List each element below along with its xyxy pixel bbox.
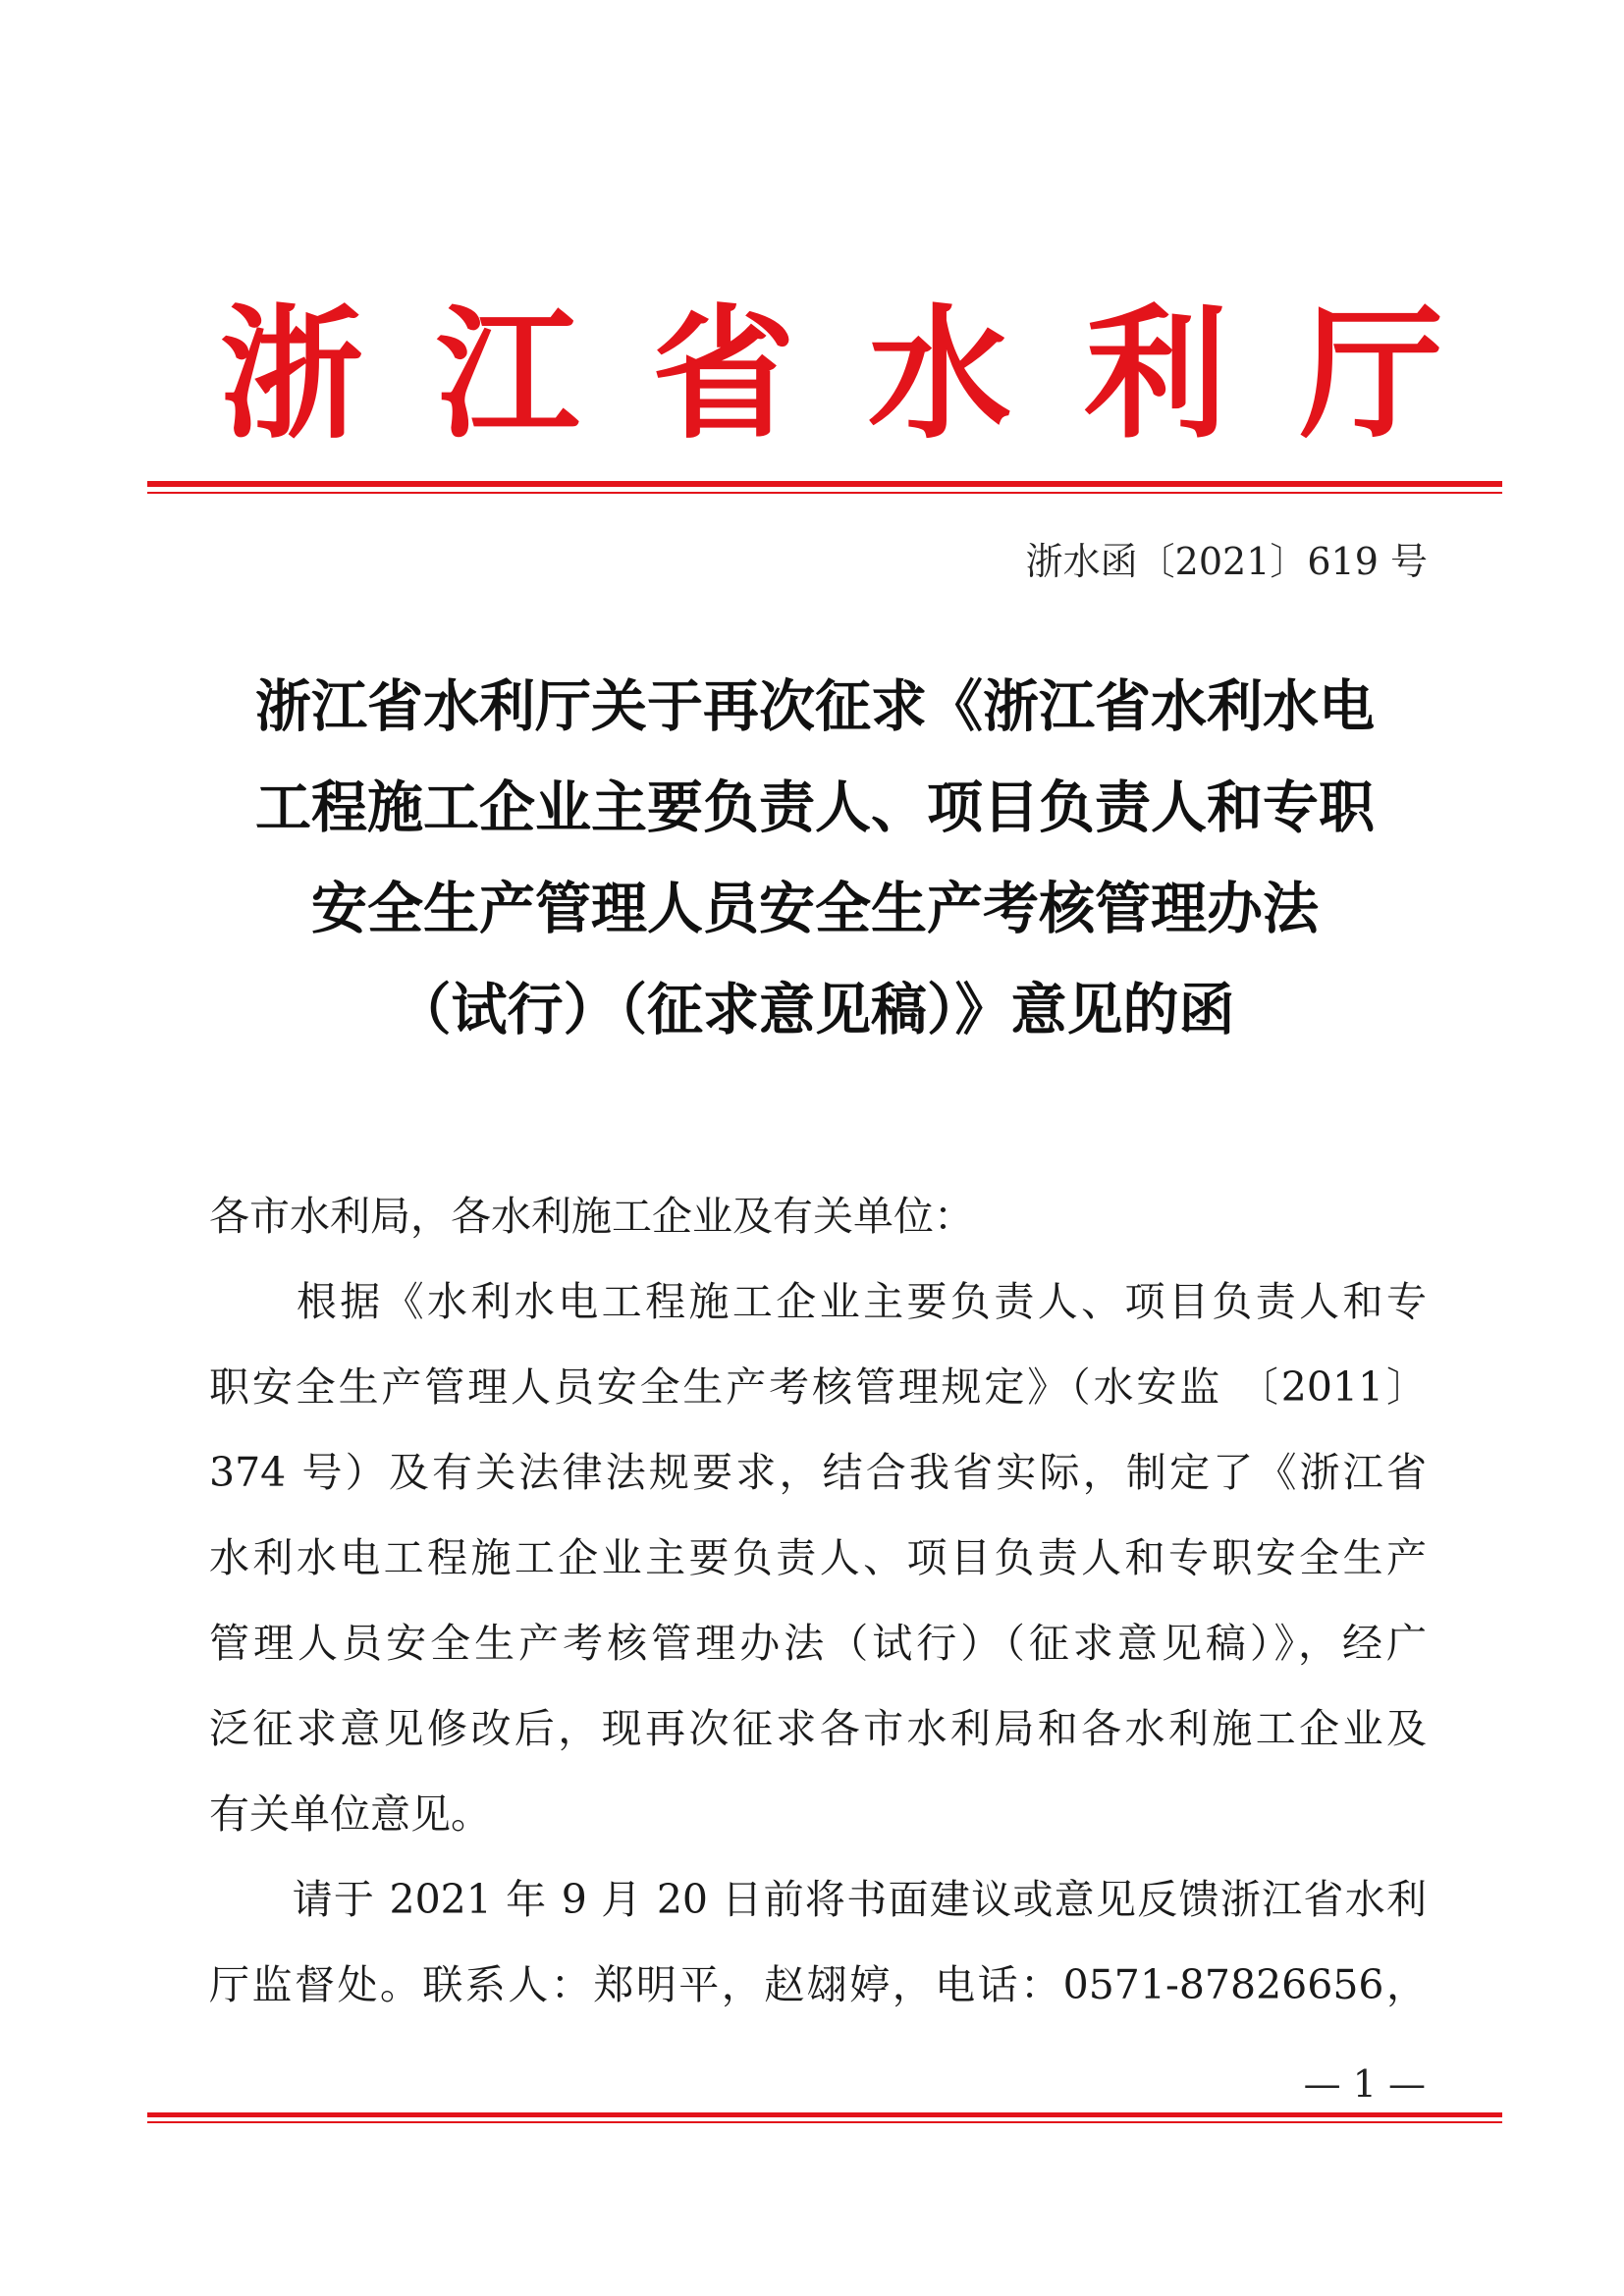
body-line: 374 号）及有关法律法规要求，结合我省实际，制定了《浙江省 (209, 1449, 1427, 1496)
body-line: 有关单位意见。 (209, 1790, 491, 1838)
page-number: — 1 — (1303, 2062, 1426, 2106)
title-line: 浙江省水利厅关于再次征求《浙江省水利水电 (255, 673, 1375, 739)
document-title (187, 656, 1443, 1060)
title-line: 工程施工企业主要负责人、项目负责人和专职 (255, 774, 1375, 840)
salutation: 各市水利局，各水利施工企业及有关单位： (209, 1193, 974, 1240)
body-line: 请于 2021 年 9 月 20 日前将书面建议或意见反馈浙江省水利 (209, 1876, 1427, 1923)
agency-masthead: 浙江省水利厅 (220, 291, 1516, 458)
body-line: 水利水电工程施工企业主要负责人、项目负责人和专职安全生产 (209, 1534, 1427, 1581)
body-line: 泛征求意见修改后，现再次征求各市水利局和各水利施工企业及 (209, 1705, 1427, 1752)
body-line: 根据《水利水电工程施工企业主要负责人、项目负责人和专 (209, 1278, 1427, 1325)
masthead-red-rule (147, 481, 1502, 494)
document-number: 浙水函〔2021〕619 号 (1025, 540, 1428, 583)
body-line: 厅监督处。联系人：郑明平，赵翃婷，电话：0571-87826656， (209, 1961, 1427, 2008)
title-line: 安全生产管理人员安全生产考核管理办法 (311, 876, 1319, 941)
footer-red-rule (147, 2112, 1502, 2123)
letter-body (209, 1174, 1427, 2028)
body-line: 管理人员安全生产考核管理办法（试行）（征求意见稿）》，经广 (209, 1620, 1427, 1667)
title-line: （试行）（征求意见稿）》意见的函 (395, 977, 1235, 1042)
body-line: 职安全生产管理人员安全生产考核管理规定》（水安监 〔2011〕 (209, 1363, 1427, 1411)
